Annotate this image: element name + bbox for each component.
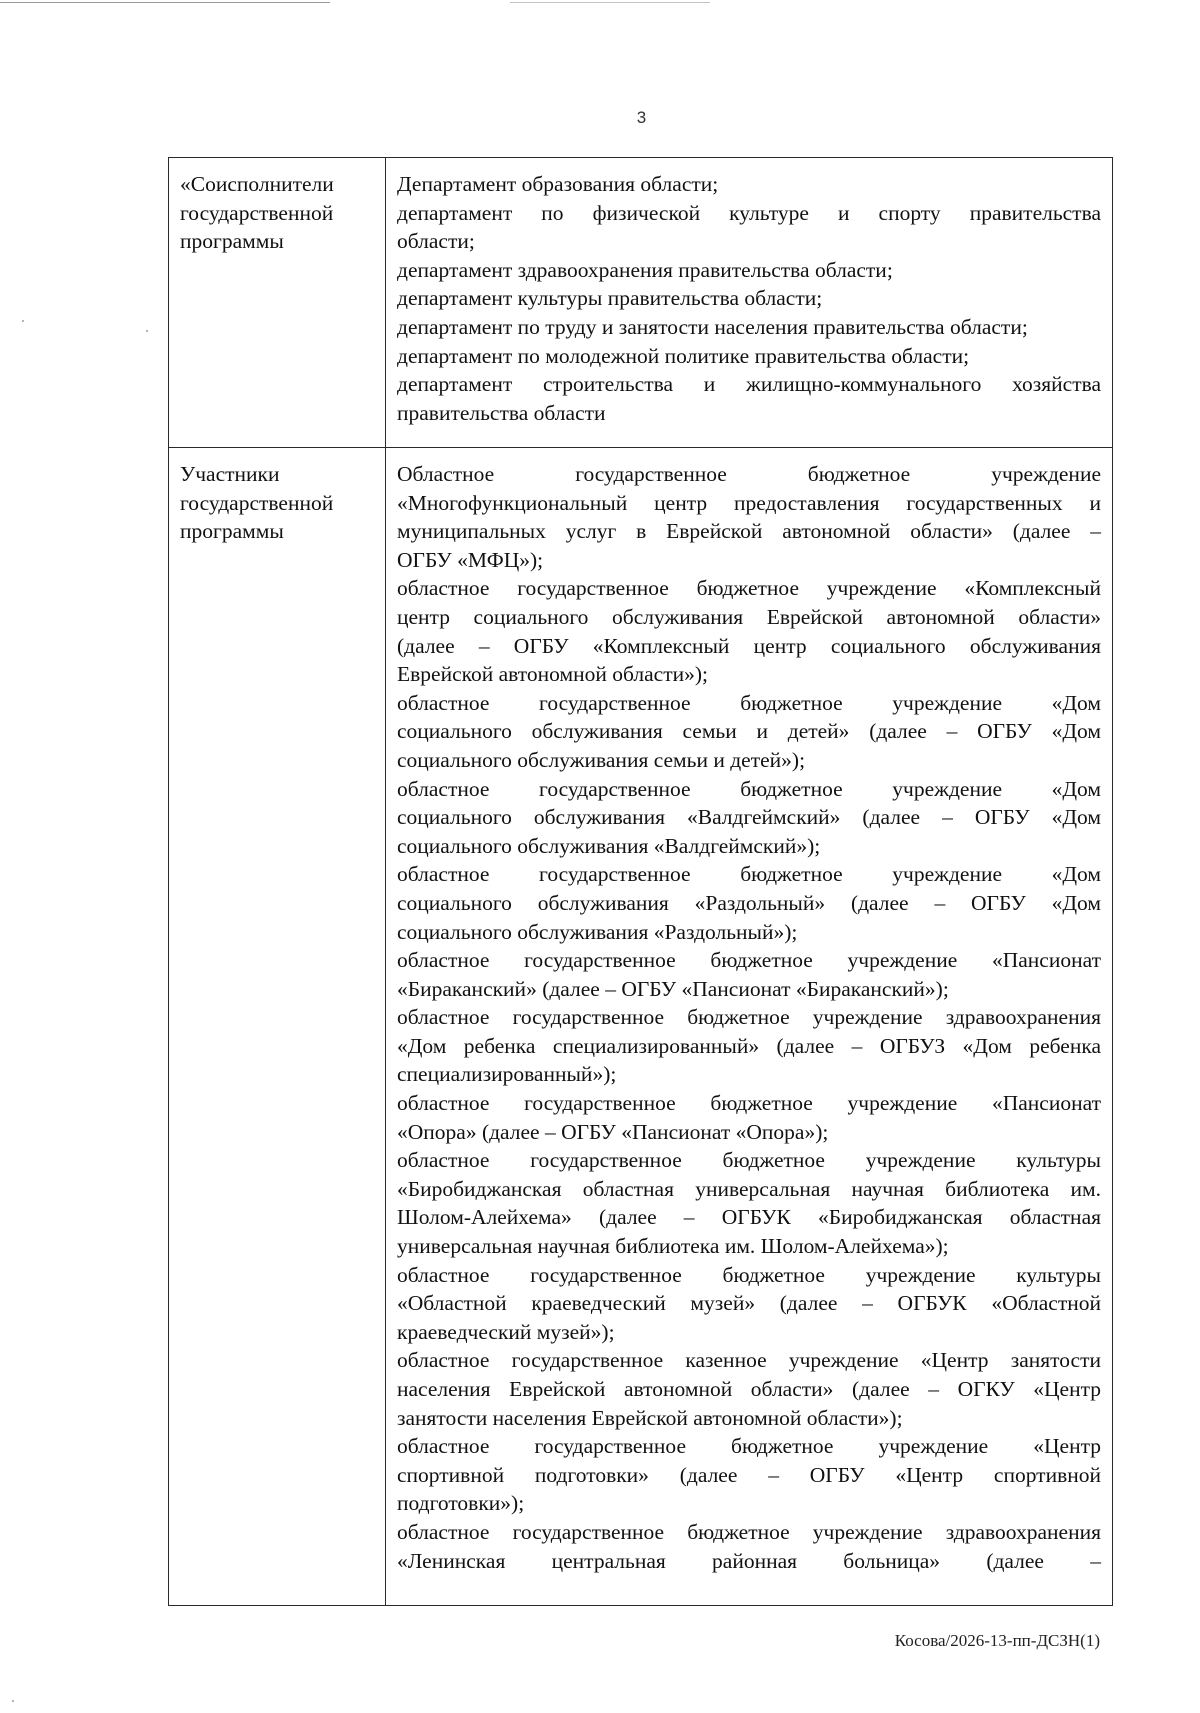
table-row [169, 158, 1113, 448]
content-line: краеведческий музей»); [397, 1319, 615, 1344]
content-line: универсальная научная библиотека им. Шолом-Алейхема»); [397, 1234, 949, 1259]
content-line: Шолом-Алейхема» (далее – ОГБУК «Биробиджанская областная [397, 1205, 1101, 1230]
content-line: спортивной подготовки» (далее – ОГБУ «Центр спортивной [397, 1462, 1101, 1487]
content-line: Областное государственное бюджетное учреждение [397, 462, 1101, 486]
content-line: социального обслуживания «Раздольный»); [397, 919, 798, 944]
content-line: подготовки»); [397, 1491, 525, 1516]
content-line: «Дом ребенка специализированный» (далее – ОГБУЗ «Дом ребенка [397, 1033, 1101, 1058]
content-line: «Опора» (далее – ОГБУ «Пансионат «Опора»); [397, 1119, 829, 1144]
content-line: специализированный»); [397, 1062, 617, 1087]
content-line: областное государственное казенное учреждение «Центр занятости [397, 1348, 1101, 1373]
content-line: «Многофункциональный центр предоставления государственных и [397, 490, 1101, 515]
row-content-cell [386, 158, 1113, 448]
label-line: Участники [180, 462, 280, 486]
content-line: Департамент образования области; [397, 172, 719, 196]
content-line: «Бираканский» (далее – ОГБУ «Пансионат «Бираканский»); [397, 976, 949, 1001]
label-line: государственной [180, 490, 334, 515]
program-passport-table [168, 157, 1113, 1606]
label-line: программы [180, 229, 284, 254]
row-label-cell [169, 448, 386, 1606]
label-line: «Соисполнители [180, 172, 334, 196]
content-line: областное государственное бюджетное учреждение «Дом [397, 862, 1101, 887]
content-line: областное государственное бюджетное учреждение культуры [397, 1148, 1101, 1173]
scan-artifact-speck [12, 1700, 14, 1702]
content-line: областное государственное бюджетное учреждение «Пансионат [397, 1091, 1101, 1116]
content-line: областное государственное бюджетное учреждение «Центр [397, 1434, 1101, 1459]
content-line: области; [397, 229, 475, 254]
content-line: социального обслуживания «Валдгеймский»); [397, 833, 821, 858]
content-line: ОГБУ «МФЦ»); [397, 547, 544, 572]
scan-artifact-rule [510, 2, 710, 3]
content-line: населения Еврейской автономной области» (далее – ОГКУ «Центр [397, 1377, 1101, 1401]
content-line: занятости населения Еврейской автономной области»); [397, 1405, 903, 1430]
content-line: «Областной краеведческий музей» (далее – ОГБУК «Областной [397, 1291, 1101, 1316]
content-line: департамент по физической культуре и спорту правительства [397, 200, 1101, 225]
content-line: областное государственное бюджетное учреждение «Пансионат [397, 948, 1101, 973]
document-reference-code: Косова/2026-13-пп-ДСЗН(1) [894, 1631, 1100, 1650]
content-line: муниципальных услуг в Еврейской автономной области» (далее – [397, 519, 1101, 544]
table-row [169, 448, 1113, 1606]
content-line: социального обслуживания «Раздольный» (далее – ОГБУ «Дом [397, 890, 1101, 915]
row-label-cell [169, 158, 386, 448]
content-line: (далее – ОГБУ «Комплексный центр социального обслуживания [397, 633, 1101, 658]
content-line: областное государственное бюджетное учреждение культуры [397, 1262, 1101, 1287]
scan-artifact-rule [0, 2, 330, 3]
content-line: Еврейской автономной области»); [397, 662, 708, 687]
content-line: «Ленинская центральная районная больница» (далее – [397, 1548, 1101, 1573]
scan-artifact-speck [146, 330, 148, 332]
content-line: департамент здравоохранения правительства области; [397, 257, 893, 282]
scan-artifact-speck [22, 320, 24, 322]
content-line: областное государственное бюджетное учреждение «Дом [397, 776, 1101, 801]
content-line: департамент культуры правительства области; [397, 286, 823, 311]
content-line: департамент по труду и занятости населения правительства области; [397, 314, 1028, 339]
page-number: 3 [636, 108, 647, 127]
content-line: областное государственное бюджетное учреждение «Дом [397, 690, 1101, 715]
content-line: областное государственное бюджетное учреждение здравоохранения [397, 1519, 1101, 1544]
content-line: правительства области [397, 400, 606, 425]
content-line: «Биробиджанская областная универсальная научная библиотека им. [397, 1176, 1101, 1201]
content-line: социального обслуживания семьи и детей» (далее – ОГБУ «Дом [397, 719, 1101, 744]
row-content-cell [386, 448, 1113, 1606]
content-line: областное государственное бюджетное учреждение здравоохранения [397, 1005, 1101, 1030]
content-line: департамент строительства и жилищно-коммунального хозяйства [397, 372, 1101, 397]
content-line: социального обслуживания «Валдгеймский» (далее – ОГБУ «Дом [397, 805, 1101, 830]
content-line: центр социального обслуживания Еврейской автономной области» [397, 604, 1101, 629]
label-line: государственной [180, 200, 334, 225]
label-line: программы [180, 519, 284, 544]
content-line: департамент по молодежной политике правительства области; [397, 343, 970, 368]
content-line: социального обслуживания семьи и детей»); [397, 747, 806, 772]
content-line: областное государственное бюджетное учреждение «Комплексный [397, 576, 1101, 601]
